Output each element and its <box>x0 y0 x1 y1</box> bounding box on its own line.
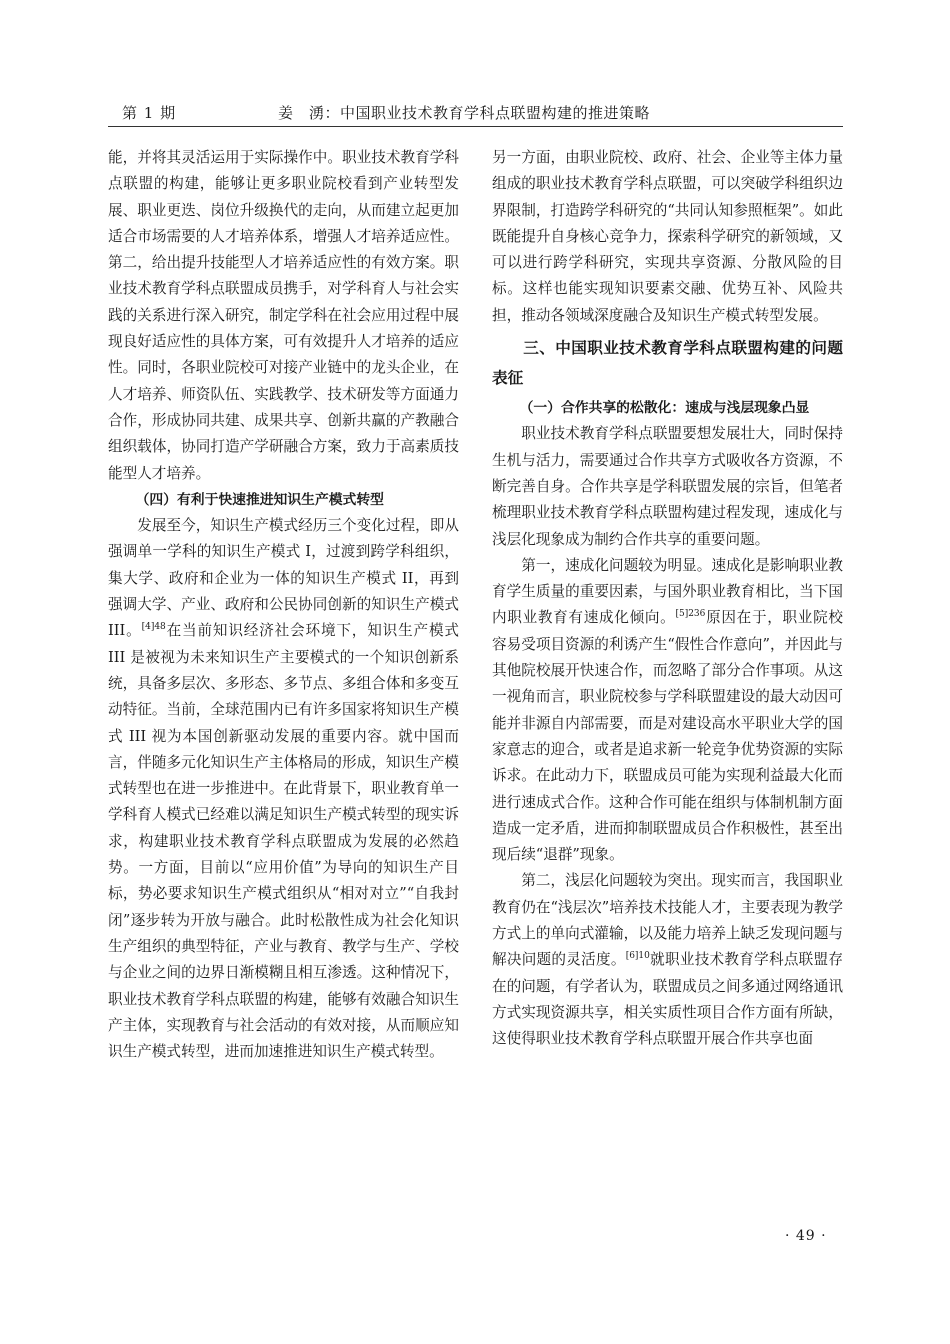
paragraph-text: 发展至今，知识生产模式经历三个变化过程，即从强调单一学科的知识生产模式 I，过渡到跨学科组织，集大学、政府和企业为一体的知识生产模式 II，再到强调大学、产业、政府和公民协同创新的知识生产模式 III。 <box>108 517 459 640</box>
section-heading: 三、中国职业技术教育学科点联盟构建的问题表征 <box>492 339 843 388</box>
citation-ref: [4]48 <box>141 622 166 633</box>
citation-ref: [5]236 <box>675 609 706 620</box>
subsection-heading: （四）有利于快速推进知识生产模式转型 <box>135 491 384 508</box>
subsection-heading: （一）合作共享的松散化：速成与浅层现象凸显 <box>519 400 810 417</box>
paragraph-text: 在当前知识经济社会环境下，知识生产模式 III 是被视为未来知识生产主要模式的一个知识创新系统，具备多层次、多形态、多节点、多组合体和多变互动特征。当前，全球范围内已有许多国家将知识生产模式 III 视为本国创新驱动发展的重要内容。就中国而言，伴随多元化知识生产主体格局的形成，知识生产模式转型也在进一步推进中。在此背景下，职业教育单一学科育人模式已经难以满足知识生产模式转型的现实诉求，构建职业技术教育学科点联盟成为发展的必然趋势。一方面，目前以“应用价值”为导向的知识生产目标，势必要求知识生产模式组织从“相对对立”“自我封闭”逐步转为开放与融合。此时松散性成为社会化知识生产组织的典型特征，产业与教育、教学与生产、学校与企业之间的边界日渐模糊且相互渗透。这种情况下，职业技术教育学科点联盟的构建，能够有效融合知识生产主体，实现教育与社会活动的有效对接，从而顺应知识生产模式转型，进而加速推进知识生产模式转型。 <box>108 622 459 1061</box>
body-paragraph: 职业技术教育学科点联盟要想发展壮大，同时保持生机与活力，需要通过合作共享方式吸收各方资源，不断完善自身。合作共享是学科联盟发展的宗旨，但笔者梳理职业技术教育学科点联盟构建过程发现，速成化与浅层化现象成为制约合作共享的重要问题。 <box>492 425 843 548</box>
paragraph-text: 第二，浅层化问题较为突出。现实而言，我国职业教育仍在“浅层次”培养技术技能人才，主要表现为教学方式上的单向式灌输，以及能力培养上缺乏发现问题与解决问题的灵活度。 <box>492 872 843 969</box>
body-paragraph <box>492 868 843 1052</box>
page-number: · 49 · <box>785 1228 827 1244</box>
paragraph-text: 就职业技术教育学科点联盟存在的问题，有学者认为，联盟成员之间多通过网络通讯方式实现资源共享，相关实质性项目合作方面有所缺，这使得职业技术教育学科点联盟开展合作共享也面 <box>492 951 843 1048</box>
citation-ref: [6]10 <box>625 951 650 962</box>
left-column <box>108 145 459 1065</box>
paragraph-text: 原因在于，职业院校容易受项目资源的利诱产生“假性合作意向”，并因此与其他院校展开快速合作，而忽略了部分合作事项。从这一视角而言，职业院校参与学科联盟建设的最大动因可能并非源自内部需要，而是对建设高水平职业大学的国家意志的迎合，或者是追求新一轮竞争优势资源的实际诉求。在此动力下，联盟成员可能为实现利益最大化而进行速成式合作。这种合作可能在组织与体制机制方面造成一定矛盾，进而抑制联盟成员合作积极性，甚至出现后续“退群”现象。 <box>492 609 843 864</box>
right-column <box>492 145 843 1053</box>
body-paragraph: 另一方面，由职业院校、政府、社会、企业等主体力量组成的职业技术教育学科点联盟，可以突破学科组织边界限制，打造跨学科研究的“共同认知参照框架”。如此既能提升自身核心竞争力，探索科学研究的新领域，又可以进行跨学科研究，实现共享资源、分散风险的目标。这样也能实现知识要素交融、优势互补、风险共担，推动各领域深度融合及知识生产模式转型发展。 <box>492 149 843 324</box>
body-paragraph <box>492 553 843 869</box>
running-header <box>108 98 843 127</box>
running-title: 姜 湧：中国职业技术教育学科点联盟构建的推进策略 <box>278 104 651 122</box>
issue-label: 第 1 期 <box>122 104 177 122</box>
body-paragraph: 能，并将其灵活运用于实际操作中。职业技术教育学科点联盟的构建，能够让更多职业院校看到产业转型发展、职业更迭、岗位升级换代的走向，从而建立起更加适合市场需要的人才培养体系，增强人才培养适应性。第二，给出提升技能型人才培养适应性的有效方案。职业技术教育学科点联盟成员携手，对学科育人与社会实践的关系进行深入研究，制定学科在社会应用过程中展现良好适应性的具体方案，可有效提升人才培养的适应性。同时，各职业院校可对接产业链中的龙头企业，在人才培养、师资队伍、实践教学、技术研发等方面通力合作，形成协同共建、成果共享、创新共赢的产教融合组织载体，协同打造产学研融合方案，致力于高素质技能型人才培养。 <box>108 149 459 482</box>
body-paragraph <box>108 513 459 1065</box>
paragraph-text: 第一，速成化问题较为明显。速成化是影响职业教育学生质量的重要因素，与国外职业教育相比，当下国内职业教育有速成化倾向。 <box>492 556 843 627</box>
